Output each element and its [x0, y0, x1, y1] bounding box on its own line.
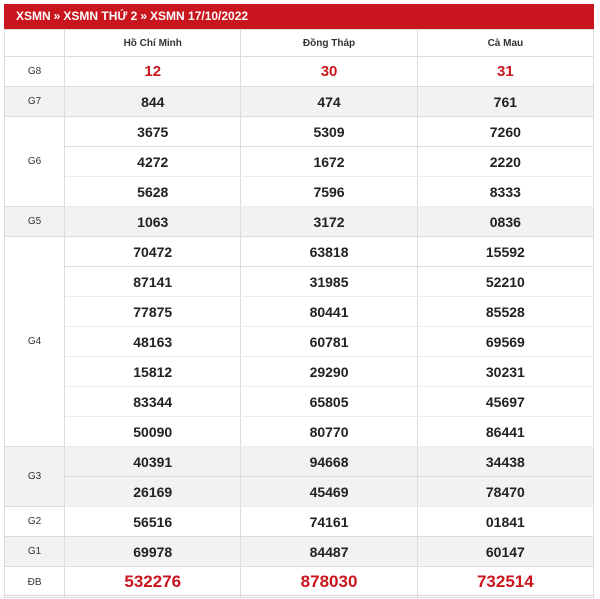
prize-label: G3 — [5, 447, 65, 507]
prize-number: 26169 — [65, 477, 241, 507]
breadcrumb-separator: » — [140, 9, 148, 23]
province-ca-mau[interactable]: Cà Mau — [417, 30, 593, 57]
prize-label: G2 — [5, 507, 65, 537]
prize-number: 844 — [65, 87, 241, 117]
prize-number: 83344 — [65, 387, 241, 417]
prize-number: 94668 — [241, 447, 417, 477]
prize-row-g4 — [5, 417, 594, 447]
prize-number: 5628 — [65, 177, 241, 207]
prize-number: 65805 — [241, 387, 417, 417]
prize-row-g4 — [5, 237, 594, 267]
prize-number: 60147 — [417, 537, 593, 567]
prize-number: 31 — [417, 57, 593, 87]
prize-row-g6 — [5, 177, 594, 207]
prize-row-g7 — [5, 87, 594, 117]
prize-row-g3 — [5, 447, 594, 477]
prize-number: 30 — [241, 57, 417, 87]
special-prize-number: 532276 — [65, 567, 241, 598]
prize-number: 56516 — [65, 507, 241, 537]
prize-number: 1672 — [241, 147, 417, 177]
prize-number: 77875 — [65, 297, 241, 327]
province-dong-thap[interactable]: Đồng Tháp — [241, 30, 417, 57]
prize-number: 48163 — [65, 327, 241, 357]
prize-number: 80441 — [241, 297, 417, 327]
prize-number: 12 — [65, 57, 241, 87]
prize-number: 7260 — [417, 117, 593, 147]
prize-number: 74161 — [241, 507, 417, 537]
prize-number: 5309 — [241, 117, 417, 147]
prize-number: 0836 — [417, 207, 593, 237]
prize-number: 31985 — [241, 267, 417, 297]
special-prize-number: 732514 — [417, 567, 593, 598]
prize-row-db — [5, 567, 594, 598]
province-ho-chi-minh[interactable]: Hồ Chí Minh — [65, 30, 241, 57]
prize-number: 86441 — [417, 417, 593, 447]
prize-row-g6 — [5, 117, 594, 147]
prize-label: G5 — [5, 207, 65, 237]
prize-number: 2220 — [417, 147, 593, 177]
prize-number: 69569 — [417, 327, 593, 357]
prize-label: G1 — [5, 537, 65, 567]
breadcrumb-link-xsmn-date[interactable]: XSMN 17/10/2022 — [150, 9, 249, 23]
prize-label: G4 — [5, 237, 65, 447]
prize-number: 70472 — [65, 237, 241, 267]
prize-number: 63818 — [241, 237, 417, 267]
prize-row-g3 — [5, 477, 594, 507]
prize-number: 4272 — [65, 147, 241, 177]
prize-number: 52210 — [417, 267, 593, 297]
prize-row-g4 — [5, 297, 594, 327]
prize-row-g6 — [5, 147, 594, 177]
prize-row-g2 — [5, 507, 594, 537]
prize-row-g8 — [5, 57, 594, 87]
corner-cell — [5, 30, 65, 57]
province-header-row — [5, 30, 594, 57]
prize-number: 474 — [241, 87, 417, 117]
prize-number: 45697 — [417, 387, 593, 417]
prize-row-g4 — [5, 327, 594, 357]
prize-number: 87141 — [65, 267, 241, 297]
prize-label: G7 — [5, 87, 65, 117]
prize-number: 69978 — [65, 537, 241, 567]
prize-row-g4 — [5, 267, 594, 297]
prize-number: 3172 — [241, 207, 417, 237]
prize-label: G6 — [5, 117, 65, 207]
prize-number: 45469 — [241, 477, 417, 507]
prize-row-g4 — [5, 357, 594, 387]
prize-row-g1 — [5, 537, 594, 567]
prize-number: 1063 — [65, 207, 241, 237]
prize-number: 60781 — [241, 327, 417, 357]
prize-number: 7596 — [241, 177, 417, 207]
prize-number: 50090 — [65, 417, 241, 447]
prize-number: 85528 — [417, 297, 593, 327]
special-prize-number: 878030 — [241, 567, 417, 598]
prize-label: G8 — [5, 57, 65, 87]
prize-row-g4 — [5, 387, 594, 417]
prize-number: 3675 — [65, 117, 241, 147]
prize-number: 15592 — [417, 237, 593, 267]
prize-number: 84487 — [241, 537, 417, 567]
prize-number: 01841 — [417, 507, 593, 537]
prize-number: 15812 — [65, 357, 241, 387]
prize-number: 78470 — [417, 477, 593, 507]
prize-number: 29290 — [241, 357, 417, 387]
prize-number: 30231 — [417, 357, 593, 387]
breadcrumb-link-xsmn-thu-2[interactable]: XSMN THỨ 2 — [63, 9, 138, 23]
prize-number: 8333 — [417, 177, 593, 207]
breadcrumb — [4, 4, 594, 29]
results-table — [4, 29, 594, 598]
breadcrumb-link-xsmn[interactable]: XSMN — [16, 9, 51, 23]
prize-number: 40391 — [65, 447, 241, 477]
prize-number: 80770 — [241, 417, 417, 447]
prize-number: 34438 — [417, 447, 593, 477]
breadcrumb-separator: » — [53, 9, 61, 23]
prize-number: 761 — [417, 87, 593, 117]
prize-row-g5 — [5, 207, 594, 237]
prize-label: ĐB — [5, 567, 65, 598]
